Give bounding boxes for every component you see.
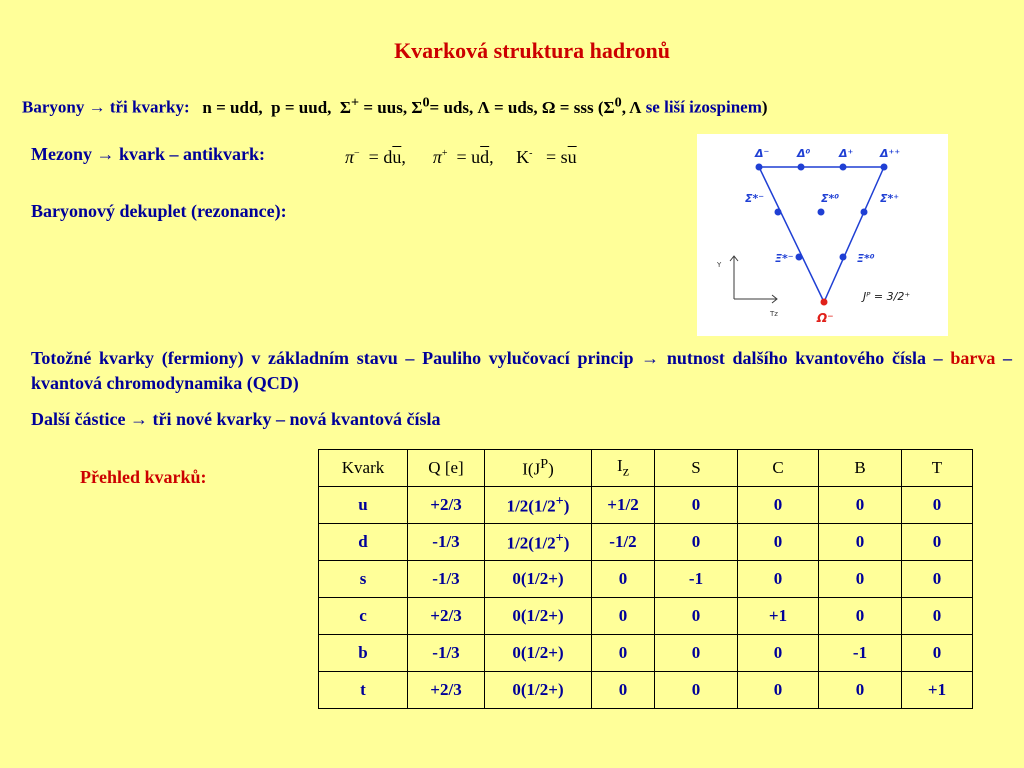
cell: 0 bbox=[592, 635, 655, 672]
cell: 1/2(1/2+) bbox=[485, 487, 592, 524]
baryony-formulas: n = udd, p = uud, Σ+ = uus, $\Sigma^0=$ uds, Λ = uds, Ω = sss ($\Sigma^0$, Λ bbox=[202, 94, 642, 117]
cell: 0 bbox=[738, 561, 819, 598]
cell: s bbox=[319, 561, 408, 598]
cell: +1 bbox=[902, 672, 973, 709]
label-sigma-minus: Σ*⁻ bbox=[745, 192, 765, 205]
header-q: Q [e] bbox=[408, 450, 485, 487]
dekuplet-label: Baryonový dekuplet (rezonance): bbox=[31, 201, 287, 221]
cell: 0(1/2+) bbox=[485, 561, 592, 598]
cell: c bbox=[319, 598, 408, 635]
axis-y-label: Y bbox=[717, 261, 722, 269]
cell: -1 bbox=[819, 635, 902, 672]
barva-word: barva bbox=[950, 348, 996, 368]
header-kvark: Kvark bbox=[319, 450, 408, 487]
cell: 0 bbox=[655, 635, 738, 672]
cell: 0 bbox=[819, 561, 902, 598]
cell: +1/2 bbox=[592, 487, 655, 524]
cell: +2/3 bbox=[408, 487, 485, 524]
label-xi-zero: Ξ*⁰ bbox=[857, 252, 875, 265]
header-c: C bbox=[738, 450, 819, 487]
decuplet-diagram bbox=[697, 134, 948, 336]
baryony-note: se liší izospinem bbox=[645, 97, 762, 117]
cell: 0 bbox=[592, 598, 655, 635]
cell: +2/3 bbox=[408, 672, 485, 709]
label-delta-minus: Δ⁻ bbox=[755, 147, 770, 160]
node-delta-plus bbox=[840, 164, 847, 171]
cell: 0 bbox=[902, 635, 973, 672]
cell: 0 bbox=[819, 487, 902, 524]
header-ijp: $I(J^P)$ bbox=[485, 450, 592, 487]
baryony-label: Baryony → tři kvarky: bbox=[22, 97, 190, 117]
node-xi-minus bbox=[796, 254, 803, 261]
table-row bbox=[319, 635, 973, 672]
label-delta-zero: Δ⁰ bbox=[797, 147, 811, 160]
node-delta-plusplus bbox=[881, 164, 888, 171]
cell: 0 bbox=[655, 672, 738, 709]
cell: +1 bbox=[738, 598, 819, 635]
cell: -1/3 bbox=[408, 635, 485, 672]
cell: -1/3 bbox=[408, 524, 485, 561]
paragraph-new-quarks: Další částice → tři nové kvarky – nová kvantová čísla bbox=[31, 409, 441, 429]
jp-label: Jᴾ = 3/2⁺ bbox=[863, 290, 911, 303]
mezony-formula: $\pi^- = d\overline{u}$, $\pi^+ = u\overline{d}$, K- = $s\overline{u}$ bbox=[345, 147, 577, 167]
cell: 0(1/2+) bbox=[485, 598, 592, 635]
node-sigma-plus bbox=[861, 209, 868, 216]
cell: t bbox=[319, 672, 408, 709]
cell: 0 bbox=[819, 672, 902, 709]
cell: 0 bbox=[738, 487, 819, 524]
cell: 0 bbox=[902, 561, 973, 598]
quark-overview-label: Přehled kvarků: bbox=[80, 467, 207, 487]
cell: -1/2 bbox=[592, 524, 655, 561]
cell: 0 bbox=[819, 524, 902, 561]
header-s: S bbox=[655, 450, 738, 487]
cell: -1/3 bbox=[408, 561, 485, 598]
paragraph-pauli: Totožné kvarky (fermiony) v základním stavu – Pauliho vylučovací princip → nutnost dalšího kvantového čísla – barva – kvantová chromodynamika (QCD) bbox=[31, 348, 1013, 393]
table-row bbox=[319, 561, 973, 598]
cell: d bbox=[319, 524, 408, 561]
cell: -1 bbox=[655, 561, 738, 598]
cell: 0 bbox=[902, 487, 973, 524]
table-row bbox=[319, 524, 973, 561]
node-sigma-minus bbox=[775, 209, 782, 216]
cell: 0 bbox=[902, 524, 973, 561]
label-sigma-plus: Σ*⁺ bbox=[880, 192, 900, 205]
cell: 0 bbox=[592, 672, 655, 709]
cell: 0 bbox=[902, 598, 973, 635]
label-xi-minus: Ξ*⁻ bbox=[775, 252, 794, 265]
node-delta-minus bbox=[756, 164, 763, 171]
cell: 0 bbox=[655, 524, 738, 561]
baryony-line: Baryony → tři kvarky: n = udd, p = uud, Σ+ = uus, $\Sigma^0=$ uds, Λ = uds, Ω = sss ($\Sigma^0$, Λ se liší izospinem) bbox=[22, 94, 768, 117]
table-row bbox=[319, 487, 973, 524]
table-row bbox=[319, 672, 973, 709]
header-t: T bbox=[902, 450, 973, 487]
node-delta-zero bbox=[798, 164, 805, 171]
label-sigma-zero: Σ*⁰ bbox=[821, 192, 840, 205]
cell: 0(1/2+) bbox=[485, 672, 592, 709]
cell: +2/3 bbox=[408, 598, 485, 635]
table-row bbox=[319, 598, 973, 635]
cell: b bbox=[319, 635, 408, 672]
cell: 0 bbox=[819, 598, 902, 635]
label-delta-plusplus: Δ⁺⁺ bbox=[880, 147, 901, 160]
decuplet-svg bbox=[697, 134, 948, 336]
node-xi-zero bbox=[840, 254, 847, 261]
quark-table bbox=[318, 449, 973, 709]
axis-x-label: Tz bbox=[770, 310, 778, 318]
mezony-label: Mezony → kvark – antikvark: bbox=[31, 144, 265, 164]
label-omega-minus: Ω⁻ bbox=[817, 311, 834, 325]
cell: 0 bbox=[738, 524, 819, 561]
node-omega-minus bbox=[821, 299, 828, 306]
cell: 0 bbox=[738, 672, 819, 709]
cell: 0 bbox=[655, 598, 738, 635]
cell: 0 bbox=[655, 487, 738, 524]
header-iz: $I_z$ bbox=[592, 450, 655, 487]
label-delta-plus: Δ⁺ bbox=[839, 147, 854, 160]
cell: 0(1/2+) bbox=[485, 635, 592, 672]
cell: 0 bbox=[592, 561, 655, 598]
cell: 0 bbox=[738, 635, 819, 672]
cell: 1/2(1/2+) bbox=[485, 524, 592, 561]
header-b: B bbox=[819, 450, 902, 487]
cell: u bbox=[319, 487, 408, 524]
page-title: Kvarková struktura hadronů bbox=[394, 38, 670, 63]
node-sigma-zero bbox=[818, 209, 825, 216]
table-header-row bbox=[319, 450, 973, 487]
